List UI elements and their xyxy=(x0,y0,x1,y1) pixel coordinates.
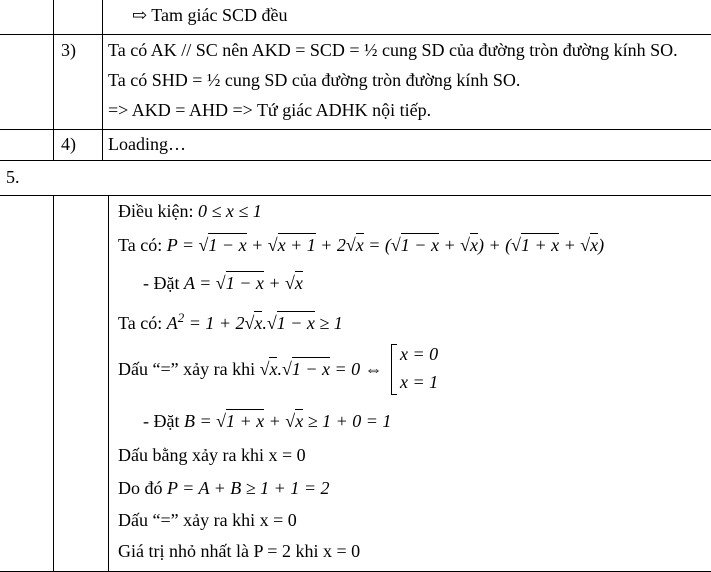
expression-line xyxy=(118,236,604,254)
solution-line: Dấu “=” xảy ra khi x = 0 xyxy=(118,510,297,530)
proof-line: Ta có AK // SC nên AKD = SCD = ½ cung SD của đường tròn đường kính SO. xyxy=(108,40,678,60)
substitution-line xyxy=(143,412,391,430)
solution-line: Dấu bằng xảy ra khi x = 0 xyxy=(118,445,306,465)
col-divider xyxy=(53,195,54,572)
col-divider xyxy=(108,195,109,572)
case-bracket xyxy=(391,344,397,395)
inequality-line xyxy=(118,311,343,332)
final-answer: Giá trị nhỏ nhất là P = 2 khi x = 0 xyxy=(118,541,361,561)
sum-math: P = A + B ≥ 1 + 1 = 2 xyxy=(167,478,330,498)
equality-condition-line xyxy=(118,360,383,378)
row-divider xyxy=(0,129,711,130)
substitution-line xyxy=(143,274,303,292)
a-squared-inequality: $A^2 = 1 + 2√x.√1 - x \ge 1$ xyxy=(166,310,343,333)
a-definition: A = √1 − x + √x xyxy=(183,273,303,293)
case-value: x = 1 xyxy=(400,372,439,392)
row-divider xyxy=(0,195,711,196)
line-label: - Đặt xyxy=(143,411,180,431)
conclusion-text: ⇨ Tam giác SCD đều xyxy=(132,5,288,25)
case-value: x = 0 xyxy=(400,344,439,364)
row-number: 4) xyxy=(61,134,76,154)
condition-math: 0 ≤ x ≤ 1 xyxy=(197,201,262,221)
loading-text: Loading… xyxy=(108,134,186,154)
row-divider xyxy=(0,34,711,35)
line-label: Ta có: xyxy=(118,313,163,333)
line-label: Dấu “=” xảy ra khi xyxy=(118,359,256,379)
sum-line xyxy=(118,479,329,497)
proof-line: Ta có SHD = ½ cung SD của đường tròn đường kính SO. xyxy=(108,70,521,90)
col-divider xyxy=(53,0,54,160)
row-divider xyxy=(0,160,711,161)
line-label: Do đó xyxy=(118,478,163,498)
b-definition: B = √1 + x + √x ≥ 1 + 0 = 1 xyxy=(183,411,392,431)
proof-line: => AKD = AHD => Tứ giác ADHK nội tiếp. xyxy=(108,100,432,120)
equality-math: √x.√1 − x = 0 ⇔ xyxy=(259,359,383,379)
question-number: 5. xyxy=(6,167,20,187)
p-expression: P = √1 − x + √x + 1 + 2√x = (√1 − x + √x) + (√1 + x + √x) xyxy=(166,235,605,255)
row-number: 3) xyxy=(61,40,76,60)
condition-line xyxy=(118,202,262,220)
col-divider xyxy=(102,0,103,160)
condition-label: Điều kiện: xyxy=(118,201,194,221)
line-label: Ta có: xyxy=(118,235,163,255)
line-label: - Đặt xyxy=(143,273,180,293)
